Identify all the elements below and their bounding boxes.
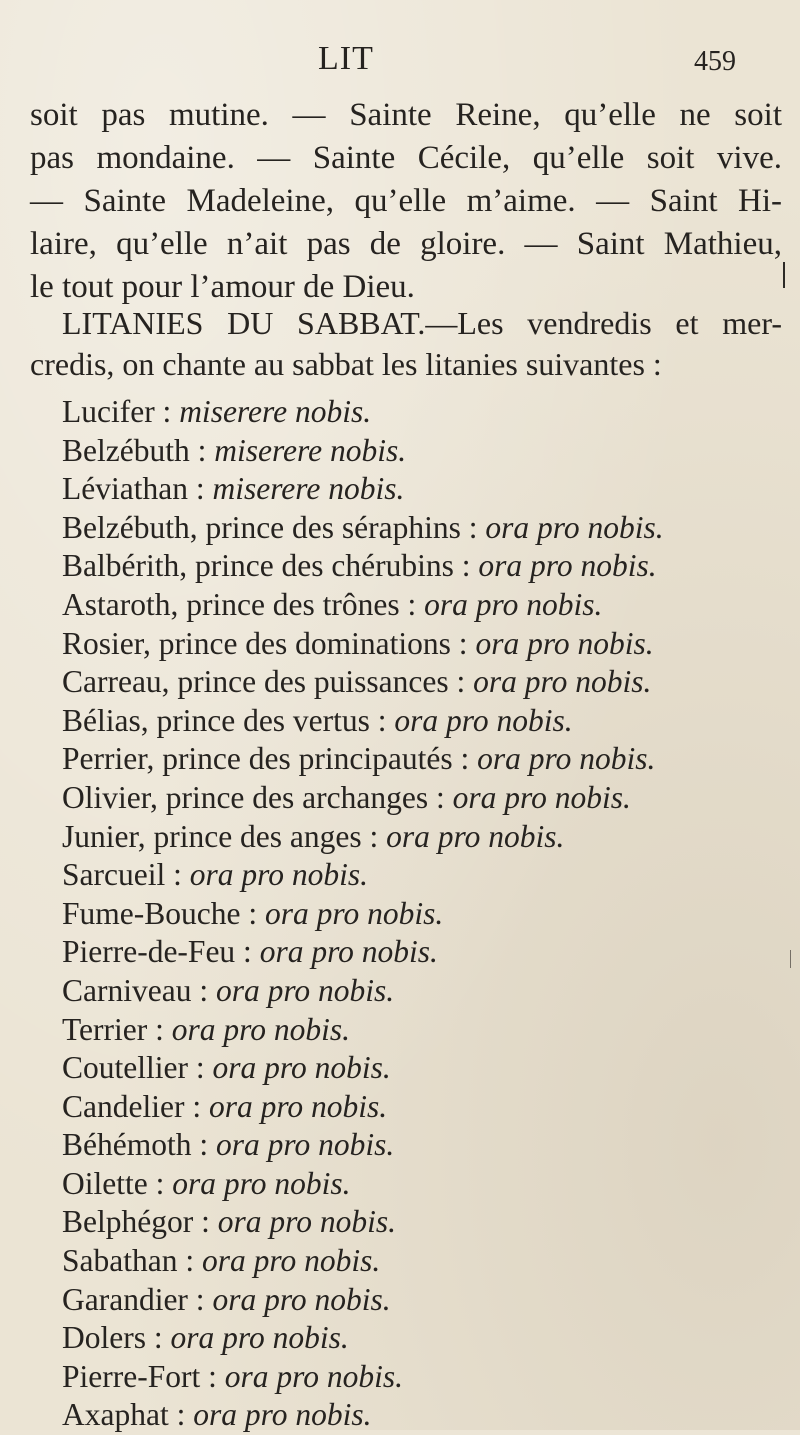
litany-response: miserere nobis. xyxy=(212,471,405,507)
margin-mark xyxy=(790,950,791,968)
litany-response: ora pro nobis. xyxy=(215,972,395,1008)
litany-invocation: Béhémoth : xyxy=(62,1127,216,1163)
litany-invocation: Oilette : xyxy=(62,1165,173,1201)
litany-invocation: Coutellier : xyxy=(62,1050,213,1086)
litany-item xyxy=(62,1049,762,1088)
litany-item xyxy=(62,1319,762,1358)
litany-invocation: Carreau, prince des puissances : xyxy=(62,664,474,700)
litany-item xyxy=(62,547,762,586)
text-line: pas mondaine. — Sainte Cécile, qu’elle soit vive. xyxy=(30,140,782,176)
litany-invocation: Belzébuth, prince des séraphins : xyxy=(62,509,486,545)
litany-invocation: Pierre-Fort : xyxy=(62,1358,225,1394)
litany-invocation: Astaroth, prince des trônes : xyxy=(62,586,425,622)
litany-response: ora pro nobis. xyxy=(201,1243,381,1279)
litany-item xyxy=(62,779,762,818)
text-line: le tout pour l’amour de Dieu. xyxy=(30,269,415,305)
litany-item xyxy=(62,972,762,1011)
litany-response: ora pro nobis. xyxy=(477,741,656,777)
litany-invocation: Balbérith, prince des chérubins : xyxy=(62,548,479,584)
litany-response: ora pro nobis. xyxy=(473,664,652,700)
litany-invocation: Candelier : xyxy=(62,1088,209,1124)
litany-response: ora pro nobis. xyxy=(224,1358,403,1394)
litany-invocation: Sabathan : xyxy=(62,1243,202,1279)
text-line: credis, on chante au sabbat les litanies suivantes : xyxy=(30,346,662,382)
litany-invocation: Axaphat : xyxy=(62,1397,194,1433)
litany-response: ora pro nobis. xyxy=(485,509,664,545)
litany-response: ora pro nobis. xyxy=(264,895,444,931)
litany-response: ora pro nobis. xyxy=(193,1397,372,1433)
litany-invocation: Belphégor : xyxy=(62,1204,218,1240)
litany-response: ora pro nobis. xyxy=(189,857,368,893)
litany-item xyxy=(62,856,762,895)
litany-invocation: Léviathan : xyxy=(62,471,213,507)
litany-invocation: Junier, prince des anges : xyxy=(62,818,387,854)
margin-mark xyxy=(783,262,785,288)
litany-invocation: Garandier : xyxy=(62,1281,213,1317)
litany-response: ora pro nobis. xyxy=(259,934,438,970)
litany-response: ora pro nobis. xyxy=(172,1165,351,1201)
litany-item xyxy=(62,895,762,934)
litany-invocation: Dolers : xyxy=(62,1320,171,1356)
litany-item xyxy=(62,740,762,779)
litany-invocation: Fume-Bouche : xyxy=(62,895,265,931)
litany-response: ora pro nobis. xyxy=(394,702,573,738)
litany-item xyxy=(62,470,762,509)
litany-invocation: Bélias, prince des vertus : xyxy=(62,702,395,738)
litany-response: ora pro nobis. xyxy=(208,1088,388,1124)
litany-response: miserere nobis. xyxy=(179,394,372,429)
litany-item xyxy=(62,509,762,548)
litany-item xyxy=(62,432,762,471)
litany-response: ora pro nobis. xyxy=(217,1204,396,1240)
litany-item xyxy=(62,625,762,664)
section-heading: LITANIES DU SABBAT.—Les vendredis et mer- xyxy=(62,305,782,341)
litany-response: ora pro nobis. xyxy=(171,1011,350,1047)
litany-response: ora pro nobis. xyxy=(212,1281,391,1317)
litany-response: ora pro nobis. xyxy=(215,1127,395,1163)
litany-item xyxy=(62,1126,762,1165)
litany-item xyxy=(62,702,762,741)
litany-item xyxy=(62,1242,762,1281)
litany-invocation: Olivier, prince des archanges : xyxy=(62,779,453,815)
litany-item xyxy=(62,1358,762,1397)
litany-item xyxy=(62,933,762,972)
litany-invocation: Perrier, prince des principautés : xyxy=(62,741,478,777)
litany-response: miserere nobis. xyxy=(214,432,407,468)
litany-invocation: Carniveau : xyxy=(62,972,216,1008)
litany-response: ora pro nobis. xyxy=(212,1050,391,1086)
litany-invocation: Rosier, prince des dominations : xyxy=(62,625,476,661)
litany-response: ora pro nobis. xyxy=(478,548,657,584)
litany-response: ora pro nobis. xyxy=(424,586,603,622)
page-number: 459 xyxy=(694,46,736,77)
litany-response: ora pro nobis. xyxy=(386,818,565,854)
litany-item xyxy=(62,663,762,702)
litany-item xyxy=(62,1396,762,1435)
litany-item xyxy=(62,1011,762,1050)
litany-list xyxy=(62,393,762,1435)
litany-item xyxy=(62,1165,762,1204)
litany-item xyxy=(62,818,762,857)
text-line: soit pas mutine. — Sainte Reine, qu’elle ne soit xyxy=(30,97,782,133)
litany-response: ora pro nobis. xyxy=(475,625,654,661)
litany-invocation: Terrier : xyxy=(62,1011,172,1047)
litany-invocation: Sarcueil : xyxy=(62,857,190,893)
litany-item xyxy=(62,393,762,432)
opening-paragraph xyxy=(30,94,782,309)
litany-item xyxy=(62,1088,762,1127)
section-heading-paragraph xyxy=(30,303,782,385)
litany-invocation: Belzébuth : xyxy=(62,432,215,468)
litany-item xyxy=(62,1203,762,1242)
litany-item xyxy=(62,1281,762,1320)
litany-response: ora pro nobis. xyxy=(452,779,631,815)
running-head xyxy=(0,40,800,84)
text-line: — Sainte Madeleine, qu’elle m’aime. — Saint Hi- xyxy=(30,183,782,219)
litany-invocation: Pierre-de-Feu : xyxy=(62,934,260,970)
running-title: LIT xyxy=(318,40,374,77)
litany-response: ora pro nobis. xyxy=(170,1320,349,1356)
litany-invocation: Lucifer : xyxy=(62,394,180,429)
litany-item xyxy=(62,586,762,625)
text-line: laire, qu’elle n’ait pas de gloire. — Saint Mathieu, xyxy=(30,226,782,262)
